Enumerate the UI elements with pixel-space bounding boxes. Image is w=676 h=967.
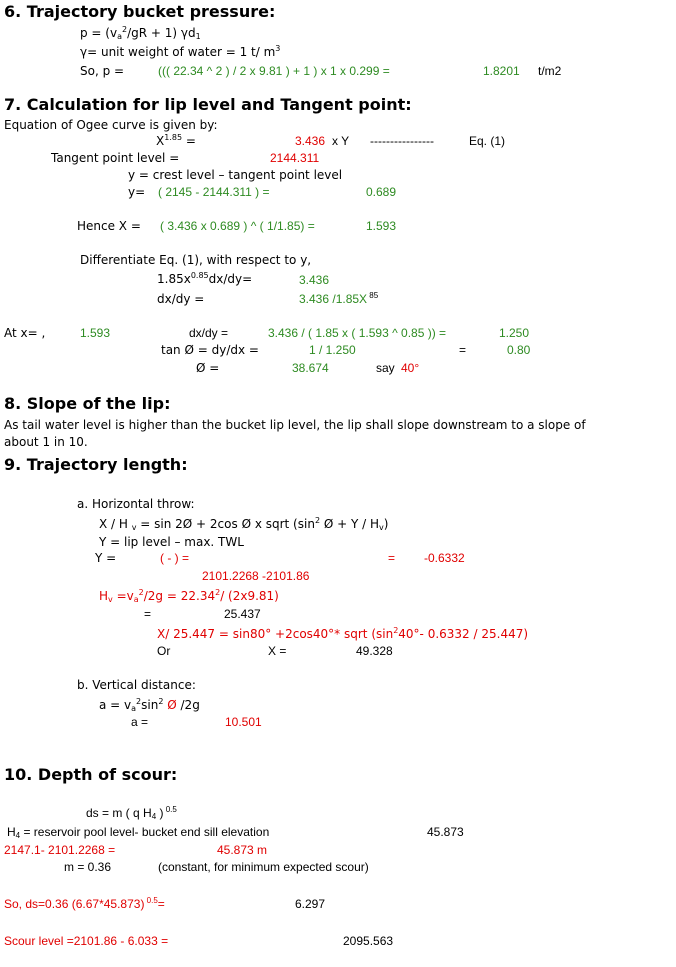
y-calculation: ( 2145 - 2144.311 ) = xyxy=(158,185,270,199)
dxdy-label: dx/dy = xyxy=(157,292,205,306)
phi-value: 38.674 xyxy=(292,361,329,375)
x-value: 49.328 xyxy=(356,644,393,658)
hv-formula: $H_v =v_a^2/2g = 22.34^2/$ (2x9.81) xyxy=(99,588,279,604)
pressure-formula: $p = (v_a^2/gR + 1)$ $\gamma d_1$ xyxy=(80,25,201,41)
tangent-point-value: 2144.311 xyxy=(270,151,320,165)
section-10-heading: 10. Depth of scour: xyxy=(4,765,178,784)
x-equals-label: X = xyxy=(268,644,287,658)
lip-slope-line-1: As tail water level is higher than the bucket lip level, the lip shall slope downstream to a slope of xyxy=(4,418,586,432)
derivative-value: 3.436 xyxy=(299,273,330,287)
scour-formula: ds = m ( q $H_4$ ) $^{0.5}$ xyxy=(86,805,177,821)
section-8-heading: 8. Slope of the lip: xyxy=(4,394,171,413)
equation-reference: Eq. (1) xyxy=(469,134,506,148)
tan-phi-equals: = xyxy=(459,343,467,357)
vertical-distance-formula: $a = v_a^2\sin^2$ Ø /2g xyxy=(99,697,200,713)
tan-phi-label: tan Ø = dy/dx = xyxy=(161,343,259,357)
throw-formula: X / H $_v$ = sin 2Ø + 2cos Ø x sqrt ($\sin^2$ Ø + Y / $H_v$) xyxy=(99,516,389,532)
phi-label: Ø = xyxy=(196,361,220,375)
y-lip-definition: Y = lip level – max. TWL xyxy=(99,535,244,549)
gamma-definition: γ= unit weight of water = 1 t/ $m^3$ xyxy=(80,44,281,59)
differentiate-text: Differentiate Eq. (1), with respect to y, xyxy=(80,253,312,267)
Y-paren: ( - ) = xyxy=(160,551,189,565)
ogee-x-y: x Y xyxy=(332,134,350,148)
ogee-dashes: ---------------- xyxy=(370,134,434,148)
section-6-heading: 6. Trajectory bucket pressure: xyxy=(4,2,276,21)
scour-level-value: 2095.563 xyxy=(343,934,394,948)
hence-x-label: Hence X = xyxy=(77,219,141,233)
say-value: 40° xyxy=(401,361,420,375)
x-over-hv-formula: X/ 25.447 = sin80° +2cos40°* sqrt ($\sin^240^\circ-$ 0.6332 / 25.447) xyxy=(157,626,529,641)
ogee-equation-intro: Equation of Ogee curve is given by: xyxy=(4,118,218,132)
hv-equals: = xyxy=(144,607,152,621)
a-label: a = xyxy=(131,715,149,729)
hence-x-value: 1.593 xyxy=(366,219,397,233)
tangent-point-label: Tangent point level = xyxy=(51,151,180,165)
scour-level-formula: Scour level =2101.86 - 6.033 = xyxy=(4,934,169,948)
m-note: (constant, for minimum expected scour) xyxy=(158,860,369,874)
tan-phi-value: 0.80 xyxy=(507,343,531,357)
derivative-expression: $1.85x^{0.85}dx/dy=$ xyxy=(157,271,253,286)
a-value: 10.501 xyxy=(225,715,262,729)
Y-values: 2101.2268 -2101.86 xyxy=(202,569,310,583)
hence-x-calculation: ( 3.436 x 0.689 ) ^ ( 1/1.85) = xyxy=(160,219,315,233)
h4-value: 45.873 xyxy=(427,825,464,839)
Y-value: -0.6332 xyxy=(424,551,465,565)
ds-value: 6.297 xyxy=(295,897,326,911)
so-ds-formula: So, ds=0.36 (6.67*45.873) $^{0.5}$= xyxy=(4,896,165,911)
h4-calculation: 2147.1- 2101.2268 = xyxy=(4,843,116,857)
y-value: 0.689 xyxy=(366,185,397,199)
Y-label: Y = xyxy=(95,551,117,565)
vertical-distance-heading: b. Vertical distance: xyxy=(77,678,196,692)
dxdy-expression: 3.436 /1.85X $^{85}$ xyxy=(299,291,379,306)
pressure-calculation: ((( 22.34 ^ 2 ) / 2 x 9.81 ) + 1 ) x 1 x 0.299 = xyxy=(158,64,390,78)
dxdy-label-2: dx/dy = xyxy=(189,326,229,340)
h4-calc-value: 45.873 m xyxy=(217,843,268,857)
horizontal-throw-heading: a. Horizontal throw: xyxy=(77,497,195,511)
section-7-heading: 7. Calculation for lip level and Tangent point: xyxy=(4,95,412,114)
say-label: say xyxy=(376,361,395,375)
Y-equals: = xyxy=(388,551,396,565)
h4-definition: $H_4$ = reservoir pool level- bucket end sill elevation xyxy=(7,825,270,840)
pressure-result: 1.8201 xyxy=(483,64,520,78)
x-power: $X^{1.85}$ = xyxy=(156,133,196,148)
y-definition: y = crest level – tangent point level xyxy=(128,168,343,182)
hv-value: 25.437 xyxy=(224,607,261,621)
at-x-label: At x= , xyxy=(4,326,46,340)
so-p-label: So, p = xyxy=(80,64,125,78)
dxdy-value: 1.250 xyxy=(499,326,530,340)
tan-phi-calculation: 1 / 1.250 xyxy=(309,343,356,357)
lip-slope-line-2: about 1 in 10. xyxy=(4,435,88,449)
or-label: Or xyxy=(157,644,171,658)
pressure-unit: t/m2 xyxy=(538,64,562,78)
dxdy-calculation: 3.436 / ( 1.85 x ( 1.593 ^ 0.85 )) = xyxy=(268,326,447,340)
section-9-heading: 9. Trajectory length: xyxy=(4,455,188,474)
m-label: m = 0.36 xyxy=(64,860,112,874)
ogee-coefficient: 3.436 xyxy=(295,134,326,148)
y-label: y= xyxy=(128,185,146,199)
at-x-value: 1.593 xyxy=(80,326,111,340)
